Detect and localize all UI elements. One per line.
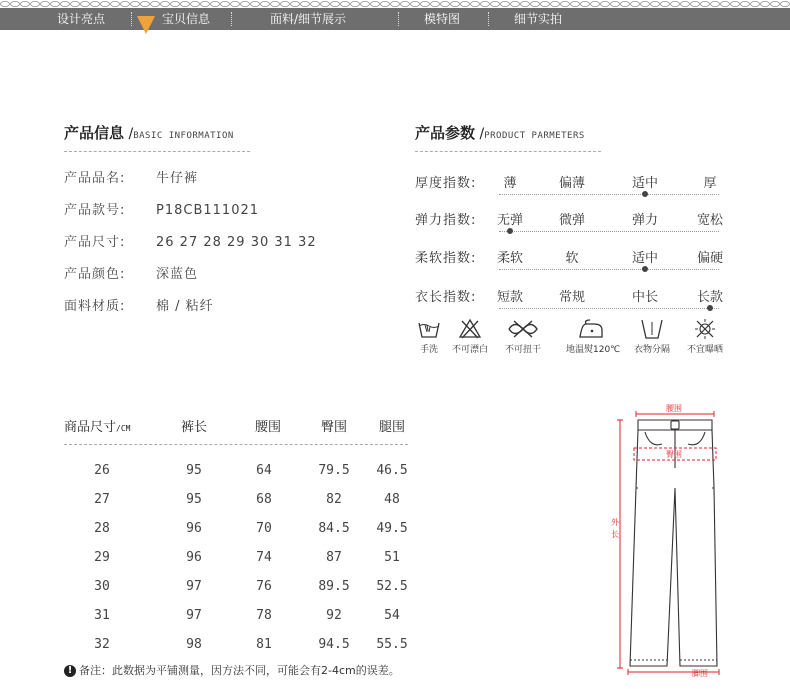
param-option: 常规 <box>558 290 586 305</box>
measure-cell: 95 <box>186 463 202 478</box>
info-row-sizes <box>64 231 317 250</box>
col-header-hip: 臀围 <box>320 420 348 435</box>
measure-cell: 54 <box>384 608 400 623</box>
divider <box>64 151 250 152</box>
param-option: 弹力 <box>631 213 659 228</box>
param-option: 无弹 <box>496 213 524 228</box>
size-cell: 29 <box>94 550 110 565</box>
nav-divider <box>398 12 399 26</box>
param-option: 厚 <box>703 176 717 191</box>
nav-item-model-photos[interactable]: 模特图 <box>424 12 461 26</box>
care-label: 手洗 <box>419 345 438 355</box>
care-label: 不可扭干 <box>504 345 541 355</box>
measure-cell: 68 <box>256 492 272 507</box>
param-label: 弹力指数: <box>415 213 477 228</box>
col-header-leg: 腿围 <box>378 420 406 435</box>
measure-cell: 89.5 <box>318 579 350 594</box>
product-info-heading: 产品信息 /BASIC INFORMATION <box>64 124 234 142</box>
size-table-unit: /CM <box>116 424 131 433</box>
info-row-name <box>64 167 198 186</box>
measure-cell: 49.5 <box>376 521 408 536</box>
measure-cell: 70 <box>256 521 272 536</box>
care-no-wring <box>498 318 548 355</box>
measure-cell: 82 <box>326 492 342 507</box>
measure-cell: 92 <box>326 608 342 623</box>
measure-cell: 76 <box>256 579 272 594</box>
diagram-label-waist: 腰围 <box>666 404 682 413</box>
param-selected-dot <box>707 305 713 311</box>
measure-cell: 81 <box>256 637 272 652</box>
param-label: 柔软指数: <box>415 251 477 266</box>
care-no-bleach <box>445 318 495 355</box>
measure-cell: 97 <box>186 608 202 623</box>
diagram-label-length: 外长 <box>611 518 619 539</box>
param-option: 宽松 <box>696 213 724 228</box>
hand-wash-icon <box>416 318 442 340</box>
measure-cell: 64 <box>256 463 272 478</box>
param-label: 厚度指数: <box>415 176 477 191</box>
col-header-waist: 腰围 <box>254 420 282 435</box>
param-option: 微弹 <box>558 213 586 228</box>
note-text: 备注：此数据为平铺测量，因方法不同，可能会有2-4cm的误差。 <box>79 664 400 677</box>
nav-bar <box>0 8 790 30</box>
nav-divider <box>488 12 489 26</box>
diagram-label-hip: 臀围 <box>666 450 682 459</box>
no-bleach-icon <box>457 318 483 340</box>
param-selected-dot <box>642 191 648 197</box>
param-selected-dot <box>507 228 513 234</box>
size-cell: 26 <box>94 463 110 478</box>
divider <box>64 444 408 445</box>
info-label: 面料材质: <box>64 299 126 314</box>
measure-cell: 46.5 <box>376 463 408 478</box>
product-params-heading: 产品参数 /PRODUCT PARMETERS <box>415 124 585 142</box>
diagram-label-hem: 脚围 <box>692 669 708 678</box>
active-nav-indicator <box>137 16 155 34</box>
measure-cell: 74 <box>256 550 272 565</box>
measure-cell: 95 <box>186 492 202 507</box>
measurement-note <box>64 662 400 678</box>
param-option: 偏薄 <box>558 176 586 191</box>
measure-cell: 52.5 <box>376 579 408 594</box>
nav-divider <box>231 12 232 26</box>
product-info-title-en: BASIC INFORMATION <box>133 131 234 141</box>
col-header-length: 裤长 <box>180 420 208 435</box>
measure-cell: 94.5 <box>318 637 350 652</box>
care-label: 衣物分隔 <box>633 345 670 355</box>
param-option: 软 <box>565 251 579 266</box>
param-option: 适中 <box>631 176 659 191</box>
info-row-style-no <box>64 199 259 218</box>
param-scale-line <box>499 308 719 309</box>
measure-cell: 51 <box>384 550 400 565</box>
param-scale-line <box>499 194 719 195</box>
param-option: 长款 <box>696 290 724 305</box>
top-decorative-border <box>0 0 790 8</box>
size-cell: 31 <box>94 608 110 623</box>
nav-divider <box>131 12 132 26</box>
param-scale-line <box>499 231 719 232</box>
product-params-title-en: PRODUCT PARMETERS <box>484 131 585 141</box>
info-label: 产品颜色: <box>64 267 126 282</box>
info-label: 产品尺寸: <box>64 235 126 250</box>
info-value: 深蓝色 <box>156 267 199 282</box>
measure-cell: 48 <box>384 492 400 507</box>
care-label: 不可漂白 <box>451 345 488 355</box>
param-option: 中长 <box>631 290 659 305</box>
wash-separately-icon <box>639 318 665 340</box>
info-value: P18CB111021 <box>156 203 260 218</box>
measure-cell: 98 <box>186 637 202 652</box>
care-label: 地温熨120℃ <box>566 345 621 355</box>
info-label: 产品品名: <box>64 171 126 186</box>
size-table-title-text: 商品尺寸 <box>64 420 117 435</box>
param-label: 衣长指数: <box>415 290 477 305</box>
info-value: 牛仔裤 <box>156 171 199 186</box>
care-wash-separately <box>627 318 677 355</box>
measure-cell: 97 <box>186 579 202 594</box>
param-option: 适中 <box>631 251 659 266</box>
no-sun-dry-icon <box>692 318 718 340</box>
divider <box>415 151 601 152</box>
nav-item-detail-photos[interactable]: 细节实拍 <box>514 12 563 26</box>
info-value: 棉 / 粘纤 <box>156 299 214 314</box>
measure-cell: 96 <box>186 550 202 565</box>
info-row-material <box>64 295 214 314</box>
jeans-measurement-diagram <box>600 398 750 680</box>
warning-icon: ! <box>64 665 76 677</box>
measure-cell: 87 <box>326 550 342 565</box>
param-option: 柔软 <box>496 251 524 266</box>
care-iron <box>566 318 621 355</box>
nav-item-fabric-details[interactable]: 面料/细节展示 <box>270 12 347 26</box>
measure-cell: 96 <box>186 521 202 536</box>
param-scale-line <box>499 269 719 270</box>
measure-cell: 84.5 <box>318 521 350 536</box>
info-value: 26 27 28 29 30 31 32 <box>156 235 317 250</box>
nav-item-design-highlights[interactable]: 设计亮点 <box>57 12 106 26</box>
size-table-title <box>64 416 130 435</box>
param-selected-dot <box>642 266 648 272</box>
param-option: 薄 <box>503 176 517 191</box>
care-label: 不宜曝晒 <box>686 345 723 355</box>
info-row-color <box>64 263 198 282</box>
measure-cell: 79.5 <box>318 463 350 478</box>
size-cell: 32 <box>94 637 110 652</box>
size-cell: 28 <box>94 521 110 536</box>
measure-cell: 55.5 <box>376 637 408 652</box>
param-option: 短款 <box>496 290 524 305</box>
product-info-title: 产品信息 <box>64 124 125 142</box>
nav-item-product-info[interactable]: 宝贝信息 <box>162 12 211 26</box>
size-cell: 27 <box>94 492 110 507</box>
iron-low-temp-icon <box>576 318 606 340</box>
info-label: 产品款号: <box>64 203 126 218</box>
product-params-title: 产品参数 <box>415 124 476 142</box>
measure-cell: 78 <box>256 608 272 623</box>
care-no-sun-dry <box>680 318 730 355</box>
no-wring-icon <box>506 318 540 340</box>
size-cell: 30 <box>94 579 110 594</box>
param-option: 偏硬 <box>696 251 724 266</box>
